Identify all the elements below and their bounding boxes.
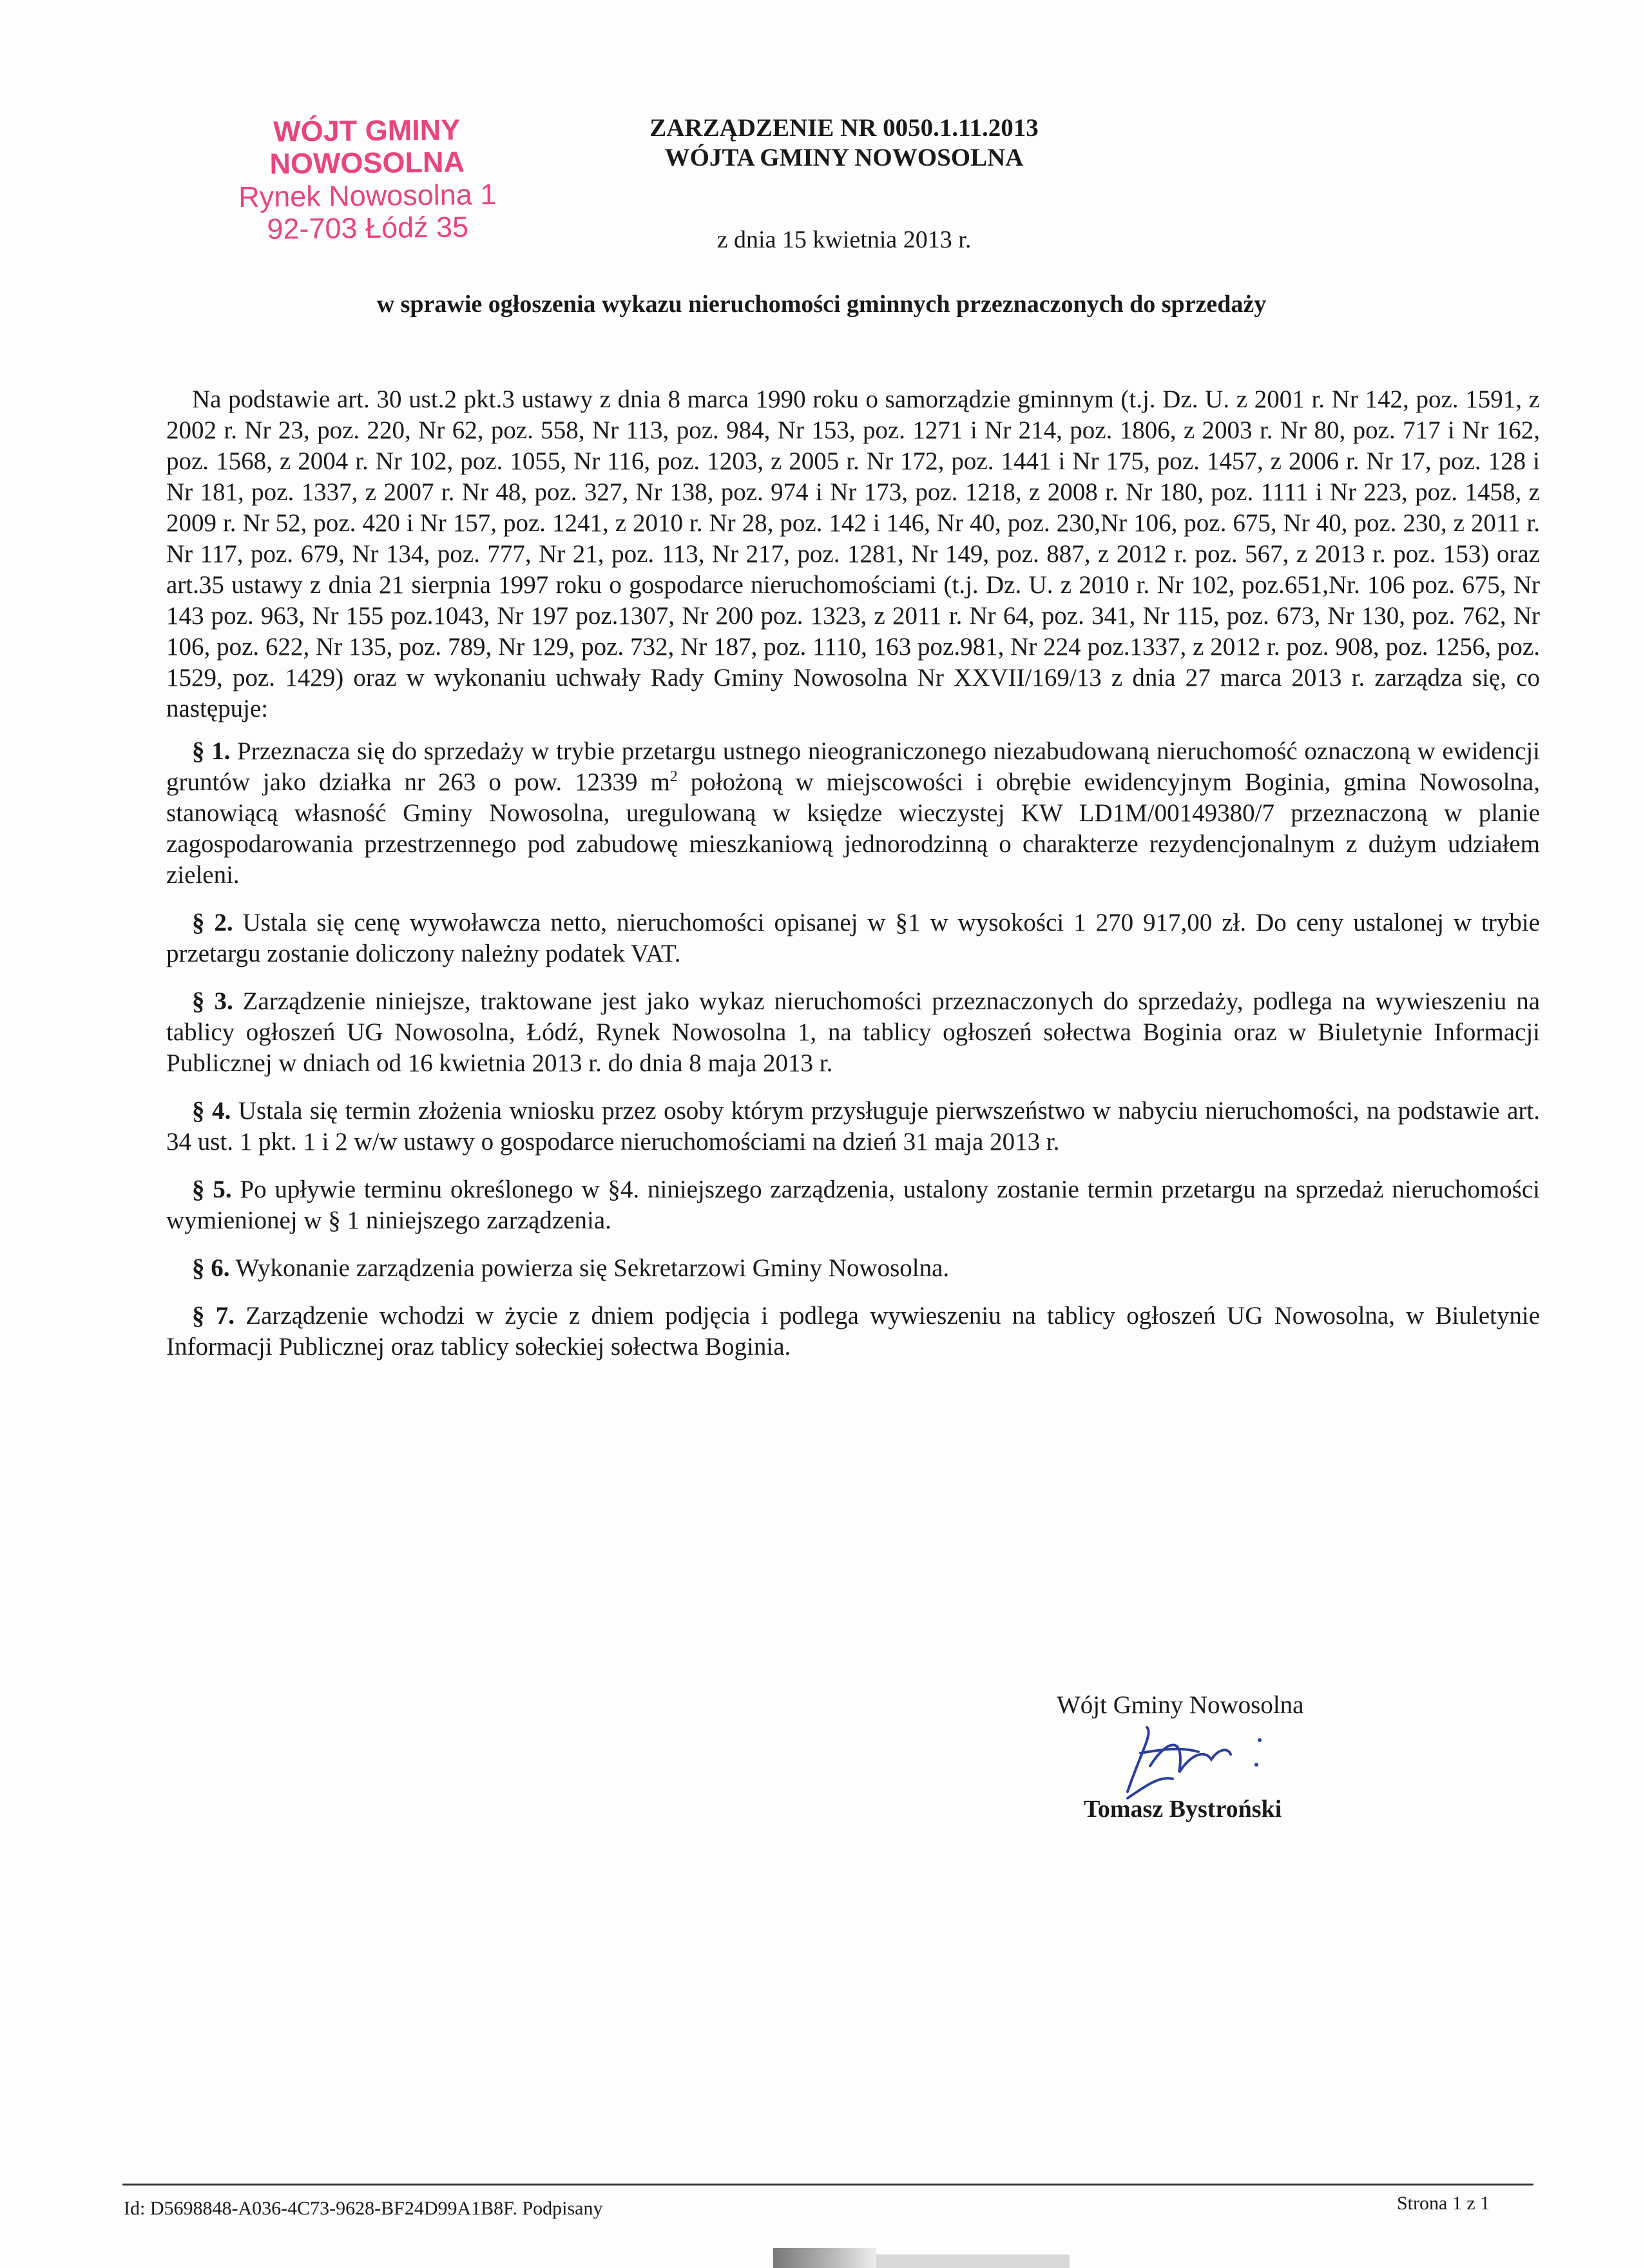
document-body bbox=[166, 384, 1540, 1379]
document-header bbox=[567, 113, 1121, 173]
document-date: z dnia 15 kwietnia 2013 r. bbox=[716, 226, 972, 253]
footer-document-id: Id: D5698848-A036-4C73-9628-BF24D99A1B8F. Podpisany bbox=[124, 2198, 603, 2219]
section-5-number: § 5. bbox=[192, 1176, 232, 1203]
section-1-superscript: 2 bbox=[669, 768, 678, 785]
stamp-line-2: Rynek Nowosolna 1 bbox=[238, 177, 497, 213]
signatory-name: Tomasz Bystroński bbox=[1084, 1796, 1282, 1823]
scan-artifact-shadow bbox=[876, 2254, 1070, 2268]
document-issuer: WÓJTA GMINY NOWOSOLNA bbox=[664, 144, 1024, 172]
section-1-number: § 1. bbox=[192, 737, 231, 765]
section-2-number: § 2. bbox=[192, 909, 233, 936]
section-5 bbox=[166, 1174, 1540, 1236]
stamp-line-3: 92-703 Łódź 35 bbox=[267, 210, 469, 246]
section-4-text: Ustala się termin złożenia wniosku przez osoby którym przysługuje pierwszeństwo w nabyciu nieruchomości, na podstawie art. 34 ust. 1 pkt. 1 i 2 w/w ustawy o gospodarce nieruchomościami na dzień 31 maja 2013 r. bbox=[166, 1097, 1541, 1156]
section-6-number: § 6. bbox=[192, 1254, 230, 1282]
section-7 bbox=[166, 1301, 1540, 1362]
scan-artifact bbox=[773, 2248, 876, 2268]
section-7-number: § 7. bbox=[192, 1302, 235, 1330]
footer-divider bbox=[122, 2184, 1533, 2186]
section-2-text: Ustala się cenę wywoławcza netto, nieruchomości opisanej w §1 w wysokości 1 270 917,00 zł. Do ceny ustalonej w trybie przetargu zostanie doliczony należny podatek VAT. bbox=[166, 909, 1540, 967]
footer-page-number: Strona 1 z 1 bbox=[1397, 2193, 1490, 2214]
document-title: ZARZĄDZENIE NR 0050.1.11.2013 bbox=[649, 114, 1039, 142]
section-3-number: § 3. bbox=[192, 987, 233, 1015]
official-stamp bbox=[186, 113, 548, 246]
section-7-text: Zarządzenie wchodzi w życie z dniem podjęcia i podlega wywieszeniu na tablicy ogłoszeń UG Nowosolna, w Biuletynie Informacji Publicznej oraz tablicy sołeckiej sołectwa Boginia. bbox=[166, 1302, 1541, 1361]
preamble: Na podstawie art. 30 ust.2 pkt.3 ustawy z dnia 8 marca 1990 roku o samorządzie gminnym (t.j. Dz. U. z 2001 r. Nr 142, poz. 1591, z 2002 r. Nr 23, poz. 220, Nr 62, poz. 558, Nr 113, poz. 984, Nr 153, poz. 1271 i Nr 214, poz. 1806, z 2003 r. Nr 80, poz. 717 i Nr 162, poz. 1568, z 2004 r. Nr 102, poz. 1055, Nr 116, poz. 1203, z 2005 r. Nr 172, poz. 1441 i Nr 175, poz. 1457, z 2006 r. Nr 17, poz. 128 i Nr 181, poz. 1337, z 2007 r. Nr 48, poz. 327, Nr 138, poz. 974 i Nr 173, poz. 1218, z 2008 r. Nr 180, poz. 1111 i Nr 223, poz. 1458, z 2009 r. Nr 52, poz. 420 i Nr 157, poz. 1241, z 2010 r. Nr 28, poz. 142 i 146, Nr 40, poz. 230,Nr 106, poz. 675, Nr 40, poz. 230, z 2011 r. Nr 117, poz. 679, Nr 134, poz. 777, Nr 21, poz. 113, Nr 217, poz. 1281, Nr 149, poz. 887, z 2012 r. poz. 567, z 2013 r. poz. 153) oraz art.35 ustawy z dnia 21 sierpnia 1997 roku o gospodarce nieruchomościami (t.j. Dz. U. z 2010 r. Nr 102, poz.651,Nr. 106 poz. 675, Nr 143 poz. 963, Nr 155 poz.1043, Nr 197 poz.1307, Nr 200 poz. 1323, z 2011 r. Nr 64, poz. 341, Nr 115, poz. 673, Nr 130, poz. 762, Nr 106, poz. 622, Nr 135, poz. 789, Nr 129, poz. 732, Nr 187, poz. 1110, 163 poz.981, Nr 224 poz.1337, z 2012 r. poz. 908, poz. 1256, poz. 1529, poz. 1429) oraz w wykonaniu uchwały Rady Gminy Nowosolna Nr XXVII/169/13 z dnia 27 marca 2013 r. zarządza się, co następuje: bbox=[166, 385, 1540, 722]
section-5-text: Po upływie terminu określonego w §4. niniejszego zarządzenia, ustalony zostanie termin przetargu na sprzedaż nieruchomości wymienionej w § 1 niniejszego zarządzenia. bbox=[166, 1176, 1541, 1234]
stamp-line-1: WÓJT GMINY NOWOSOLNA bbox=[269, 113, 465, 180]
section-6-text: Wykonanie zarządzenia powierza się Sekretarzowi Gminy Nowosolna. bbox=[229, 1254, 950, 1282]
document-subject: w sprawie ogłoszenia wykazu nieruchomości gminnych przeznaczonych do sprzedaży bbox=[376, 291, 1267, 318]
section-3-text: Zarządzenie niniejsze, traktowane jest jako wykaz nieruchomości przeznaczonych do sprzedaży, podlega na wywieszeniu na tablicy ogłoszeń UG Nowosolna, Łódź, Rynek Nowosolna 1, na tablicy ogłoszeń sołectwa Boginia oraz w Biuletynie Informacji Publicznej w dniach od 16 kwietnia 2013 r. do dnia 8 maja 2013 r. bbox=[166, 987, 1540, 1077]
section-2 bbox=[166, 907, 1540, 969]
section-1 bbox=[166, 736, 1540, 891]
section-4-number: § 4. bbox=[192, 1097, 231, 1125]
section-6 bbox=[166, 1253, 1540, 1284]
section-1-text-b: położoną w miejscowości i obrębie ewidencyjnym Boginia, gmina Nowosolna, stanowiącą własność Gminy Nowosolna, uregulowaną w księdze wieczystej KW LD1M/00149380/7 przeznaczoną w planie zagospodarowania przestrzennego pod zabudowę mieszkaniową jednorodzinną o charakterze rezydencjonalnym z dużym udziałem zieleni. bbox=[166, 768, 1540, 889]
section-3 bbox=[166, 986, 1540, 1079]
section-4 bbox=[166, 1096, 1540, 1158]
signature-title: Wójt Gminy Nowosolna bbox=[1057, 1691, 1304, 1719]
section-1-text-a: Przeznacza się do sprzedaży w trybie przetargu ustnego nieograniczonego niezabudowaną nieruchomość oznaczoną w ewidencji gruntów jako działka nr 263 o pow. 12339 m bbox=[166, 737, 1540, 796]
